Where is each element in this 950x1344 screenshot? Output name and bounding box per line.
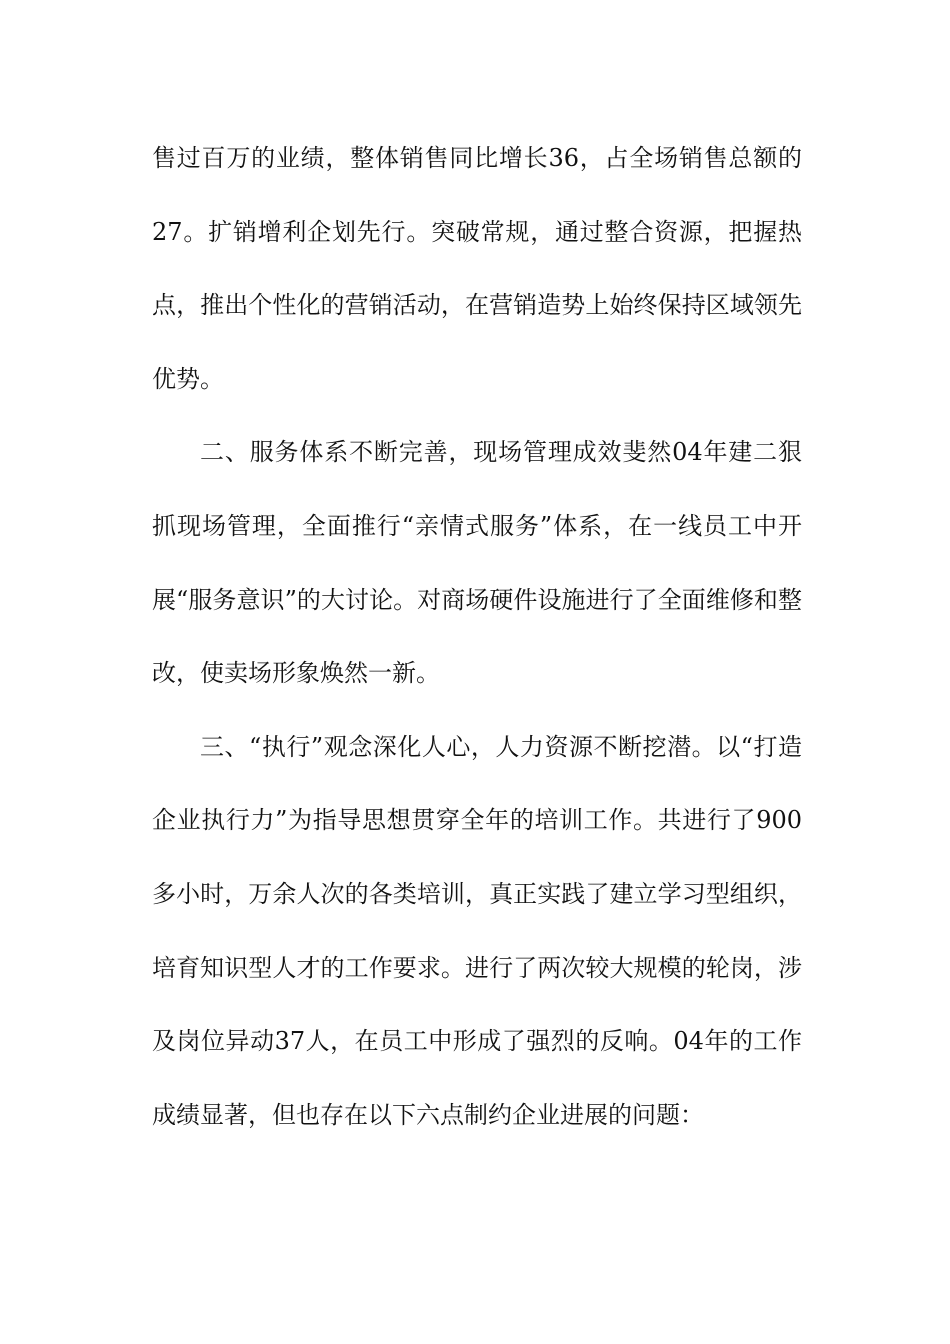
paragraph-continuation: 售过百万的业绩，整体销售同比增长36，占全场销售总额的27。扩销增利企划先行。突破常规，通过整合资源，把握热点，推出个性化的营销活动，在营销造势上始终保持区域领先优势。: [152, 144, 802, 393]
paragraph-execution-hr: 三、“执行”观念深化人心，人力资源不断挖潜。以“打造企业执行力”为指导思想贯穿全年的培训工作。共进行了900多小时，万余人次的各类培训，真正实践了建立学习型组织，培育知识型人才的工作要求。进行了两次较大规模的轮岗，涉及岗位异动37人，在员工中形成了强烈的反响。04年的工作成绩显著，但也存在以下六点制约企业进展的问题：: [152, 732, 802, 1129]
paragraph-service-system: 二、服务体系不断完善，现场管理成效斐然04年建二狠抓现场管理，全面推行“亲情式服务”体系，在一线员工中开展“服务意识”的大讨论。对商场硬件设施进行了全面维修和整改，使卖场形象焕然一新。: [152, 438, 802, 688]
document-body: [152, 122, 802, 1152]
